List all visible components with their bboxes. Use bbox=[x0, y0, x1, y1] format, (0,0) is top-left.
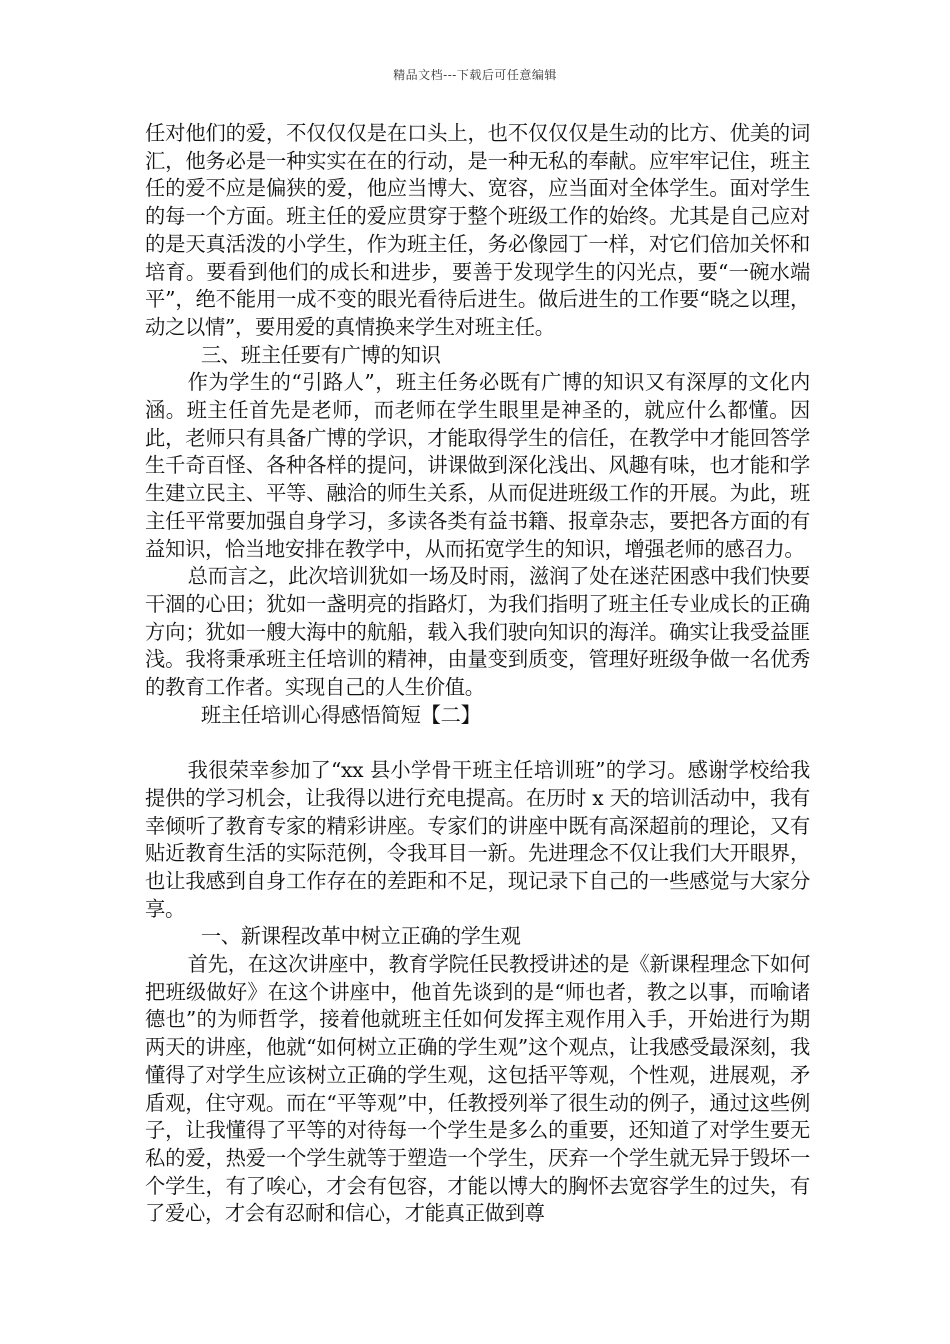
paragraph-continuation: 任对他们的爱，不仅仅仅是在口头上，也不仅仅仅是生动的比方、优美的词汇，他务必是一种实实在在的行动，是一种无私的奉献。应牢牢记住，班主任的爱不应是偏狭的爱，他应当博大、宽容，应当面对全体学生。面对学生的每一个方面。班主任的爱应贯穿于整个班级工作的始终。尤其是自己应对的是天真活泼的小学生，作为班主任，务必像园丁一样，对它们倍加关怀和培育。要看到他们的成长和进步，要善于发现学生的闪光点，要“一碗水端平”，绝不能用一成不变的眼光看待后进生。做后进生的工作要“晓之以理，动之以情”，要用爱的真情换来学生对班主任。 bbox=[145, 121, 810, 339]
paragraph-summary: 总而言之，此次培训犹如一场及时雨，滋润了处在迷茫困惑中我们快要干涸的心田；犹如一盏明亮的指路灯，为我们指明了班主任专业成长的正确方向；犹如一艘大海中的航船，载入我们驶向知识的海洋。确实让我受益匪浅。我将秉承班主任培训的精神，由量变到质变，管理好班级争做一名优秀的教育工作者。实现自己的人生价值。 bbox=[145, 564, 810, 700]
page-header: 精品文档---下载后可任意编辑 bbox=[393, 68, 557, 82]
blank-line bbox=[145, 729, 810, 757]
paragraph-student-view: 首先，在这次讲座中，教育学院任民教授讲述的是《新课程理念下如何把班级做好》在这个讲座中，他首先谈到的是“师也者，教之以事，而喻诸德也”的为师哲学，接着他就班主任如何发挥主观作用入手，开始进行为期两天的讲座，他就“如何树立正确的学生观”这个观点，让我感受最深刻，我懂得了对学生应该树立正确的学生观，这包括平等观，个性观，进展观，矛盾观，住守观。而在“平等观”中，任教授列举了很生动的例子，通过这些例子，让我懂得了平等的对待每一个学生是多么的重要，还知道了对学生要无私的爱，热爱一个学生就等于塑造一个学生，厌弃一个学生就无异于毁坏一个学生，有了唉心，才会有包容，才能以博大的胸怀去宽容学生的过失，有了爱心，才会有忍耐和信心，才能真正做到尊 bbox=[145, 952, 810, 1226]
section-heading-student-view: 一、新课程改革中树立正确的学生观 bbox=[200, 924, 521, 949]
article-title-part-two: 班主任培训心得感悟简短【二】 bbox=[200, 702, 481, 727]
section-heading-knowledge: 三、班主任要有广博的知识 bbox=[200, 342, 441, 367]
paragraph-knowledge: 作为学生的“引路人”，班主任务必既有广博的知识又有深厚的文化内涵。班主任首先是老师，而老师在学生眼里是神圣的，就应什么都懂。因此，老师只有具备广博的学识，才能取得学生的信任，在教学中才能回答学生千奇百怪、各种各样的提问，讲课做到深化浅出、风趣有味，也才能和学生建立民主、平等、融洽的师生关系，从而促进班级工作的开展。为此，班主任平常要加强自身学习，多读各类有益书籍、报章杂志，要把各方面的有益知识，恰当地安排在教学中，从而拓宽学生的知识，增强老师的感召力。 bbox=[145, 370, 810, 561]
paragraph-intro: 我很荣幸参加了“xx 县小学骨干班主任培训班”的学习。感谢学校给我提供的学习机会，让我得以进行充电提高。在历时 x 天的培训活动中，我有幸倾听了教育专家的精彩讲座。专家们的讲座中既有高深超前的理论，又有贴近教育生活的实际范例，令我耳目一新。先进理念不仅让我们大开眼界，也让我感到自身工作存在的差距和不足，现记录下自己的一些感觉与大家分享。 bbox=[145, 758, 810, 921]
document-body bbox=[145, 120, 810, 1228]
